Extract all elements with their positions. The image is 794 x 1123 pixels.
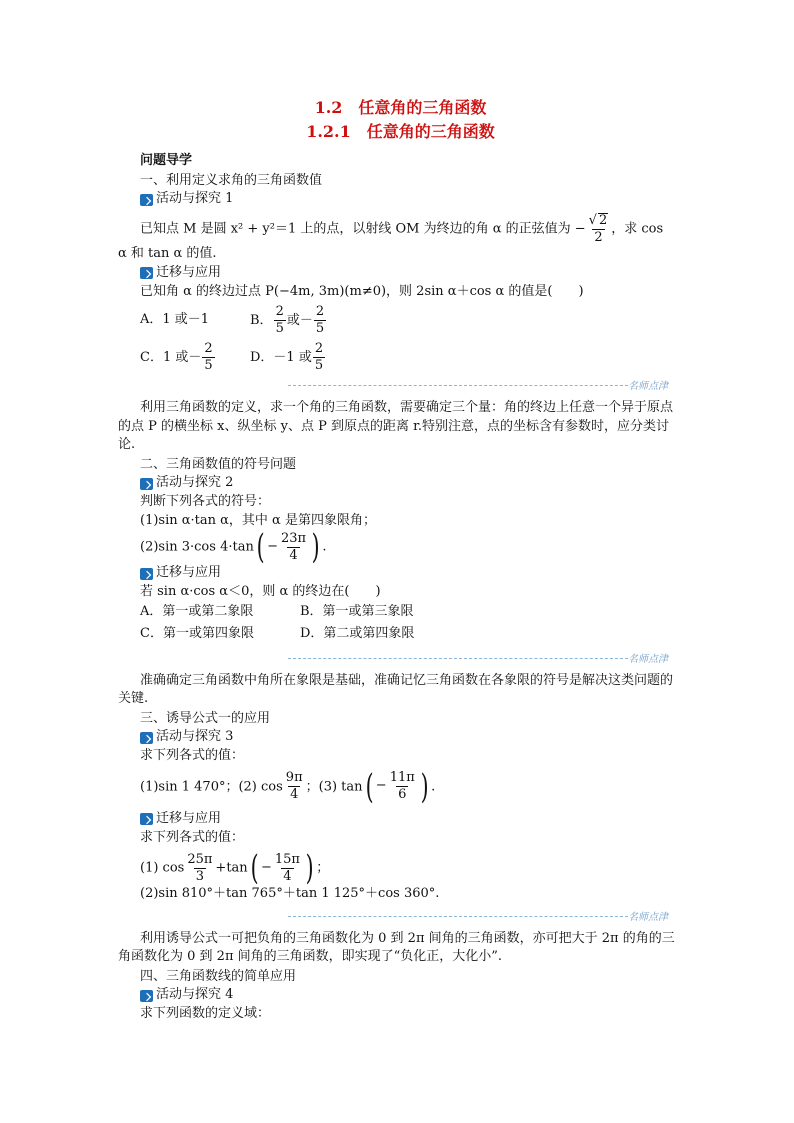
sec1-activity-tag <box>118 190 683 209</box>
sec1-option-b: B． $\frac{2}{5}$ 或－ $\frac{2}{5}$ <box>250 304 325 336</box>
sec1-sqrt-fraction <box>587 213 611 245</box>
divider-badge: 名师点津 <box>628 911 668 923</box>
sec2-divider <box>118 648 683 668</box>
sec3-divider <box>118 906 683 926</box>
sec2-note: 准确确定三角函数中角所在象限是基础，准确记忆三角函数在各象限的符号是解决这类问题的关键. <box>118 672 674 706</box>
sec1-options-row1 <box>118 305 683 336</box>
sqrt-icon: √ <box>588 213 597 228</box>
sec1-activity-label: 活动与探究 1 <box>156 191 234 207</box>
divider-line <box>288 385 628 386</box>
sec3-note: 利用诱导公式一可把负角的三角函数化为 0 到 2π 间角的三角函数，亦可把大于 2π 的角的三角函数化为 0 到 2π 间角的三角函数，即实现了“负化正，大化小”. <box>118 930 675 964</box>
sec2-option-d: D．第二或第四象限 <box>300 626 415 642</box>
sec1-option-a: A．1 或－1 <box>140 312 210 328</box>
sec3-transfer-label: 迁移与应用 <box>156 810 222 826</box>
sec1-activity-text-c: α 和 tan α 的值. <box>118 246 217 261</box>
sec2-options-row1 <box>118 602 683 624</box>
sec1-activity-text <box>118 213 683 245</box>
arrow-icon <box>140 813 153 825</box>
section-title: 1.2.1 任意角的三角函数 <box>306 122 495 141</box>
sec1-transfer-label: 迁移与应用 <box>156 264 222 280</box>
sec4-heading: 四、三角函数线的简单应用 <box>140 968 297 984</box>
sec3-activity-text: 求下列各式的值： <box>140 748 245 763</box>
sec1-transfer-text: 已知角 α 的终边过点 P(−4m, 3m)(m≠0)，则 2sin α＋cos α 的值是( ) <box>140 283 584 299</box>
sec3-activity-tag <box>118 728 683 747</box>
sec4-activity-label: 活动与探究 4 <box>156 987 234 1003</box>
sec4-activity-text: 求下列函数的定义域： <box>140 1006 271 1021</box>
divider-line <box>288 658 628 659</box>
sec2-options-row2 <box>118 624 683 646</box>
sec1-transfer-tag <box>118 264 683 283</box>
sec1-activity-text-b: ，求 cos <box>611 221 664 237</box>
sec1-options-row2 <box>118 342 683 373</box>
divider-badge: 名师点津 <box>628 653 668 665</box>
sec2-item2: (2)sin 3·cos 4·tan ( − $\frac{23\pi}{4}$ ) . <box>140 527 327 567</box>
document-content <box>118 96 683 1024</box>
sec2-option-a: A．第一或第二象限 <box>140 604 254 620</box>
sec3-heading: 三、诱导公式一的应用 <box>140 710 271 726</box>
sec2-heading: 二、三角函数值的符号问题 <box>140 456 297 472</box>
sec2-activity-text: 判断下列各式的符号： <box>140 494 271 509</box>
arrow-icon <box>140 267 153 279</box>
sec2-item1: (1)sin α·tan α，其中 α 是第四象限角； <box>140 512 376 528</box>
sec1-activity-text-a: 已知点 M 是圆 x² + y²＝1 上的点，以射线 OM 为终边的角 α 的正弦值为 − <box>140 221 586 237</box>
arrow-icon <box>140 732 153 744</box>
arrow-icon <box>140 194 153 206</box>
sec4-activity-tag <box>118 986 683 1005</box>
arrow-icon <box>140 568 153 580</box>
sec2-option-c: C．第一或第四象限 <box>140 626 254 642</box>
sec2-transfer-label: 迁移与应用 <box>156 565 222 581</box>
divider-line <box>288 916 628 917</box>
sec1-heading: 一、利用定义求角的三角函数值 <box>140 172 323 188</box>
sec1-frac-den: 2 <box>594 230 603 245</box>
sec2-option-b: B．第一或第三象限 <box>300 604 414 620</box>
sec1-option-d: D．－1 或 $\frac{2}{5}$ <box>250 341 324 373</box>
sec3-transfer-item2: (2)sin 810°＋tan 765°＋tan 1 125°＋cos 360°. <box>140 886 440 901</box>
sec3-items: (1)sin 1 470°；(2) cos $\frac{9\pi}{4}$ ；(3) tan ( − $\frac{11\pi}{6}$ ) . <box>140 766 436 807</box>
sec2-activity-tag <box>118 474 683 493</box>
intro-heading: 问题导学 <box>140 153 193 168</box>
sec2-activity-label: 活动与探究 2 <box>156 475 234 491</box>
sec3-activity-label: 活动与探究 3 <box>156 729 234 745</box>
sec3-transfer-tag <box>118 810 683 829</box>
sec2-transfer-text: 若 sin α·cos α＜0，则 α 的终边在( ) <box>140 584 381 599</box>
divider-badge: 名师点津 <box>628 381 668 392</box>
sec3-transfer-item1: (1) cos $\frac{25\pi}{3}$ +tan ( − $\frac{15\pi}{4}$ ) ； <box>140 848 330 888</box>
arrow-icon <box>140 478 153 490</box>
sec1-divider <box>118 375 683 395</box>
sec3-transfer-text: 求下列各式的值： <box>140 829 245 845</box>
sec1-note: 利用三角函数的定义，求一个角的三角函数，需要确定三个量：角的终边上任意一个异于原点的点 P 的横坐标 x、纵坐标 y、点 P 到原点的距离 r.特别注意，点的坐标含有参数时，应分类讨论. <box>118 400 674 452</box>
sec1-frac-num: 2 <box>598 213 608 228</box>
sec2-transfer-tag <box>118 564 683 583</box>
chapter-title: 1.2 任意角的三角函数 <box>314 98 487 117</box>
sec1-option-c: C．1 或－ $\frac{2}{5}$ <box>140 341 213 373</box>
arrow-icon <box>140 990 153 1002</box>
